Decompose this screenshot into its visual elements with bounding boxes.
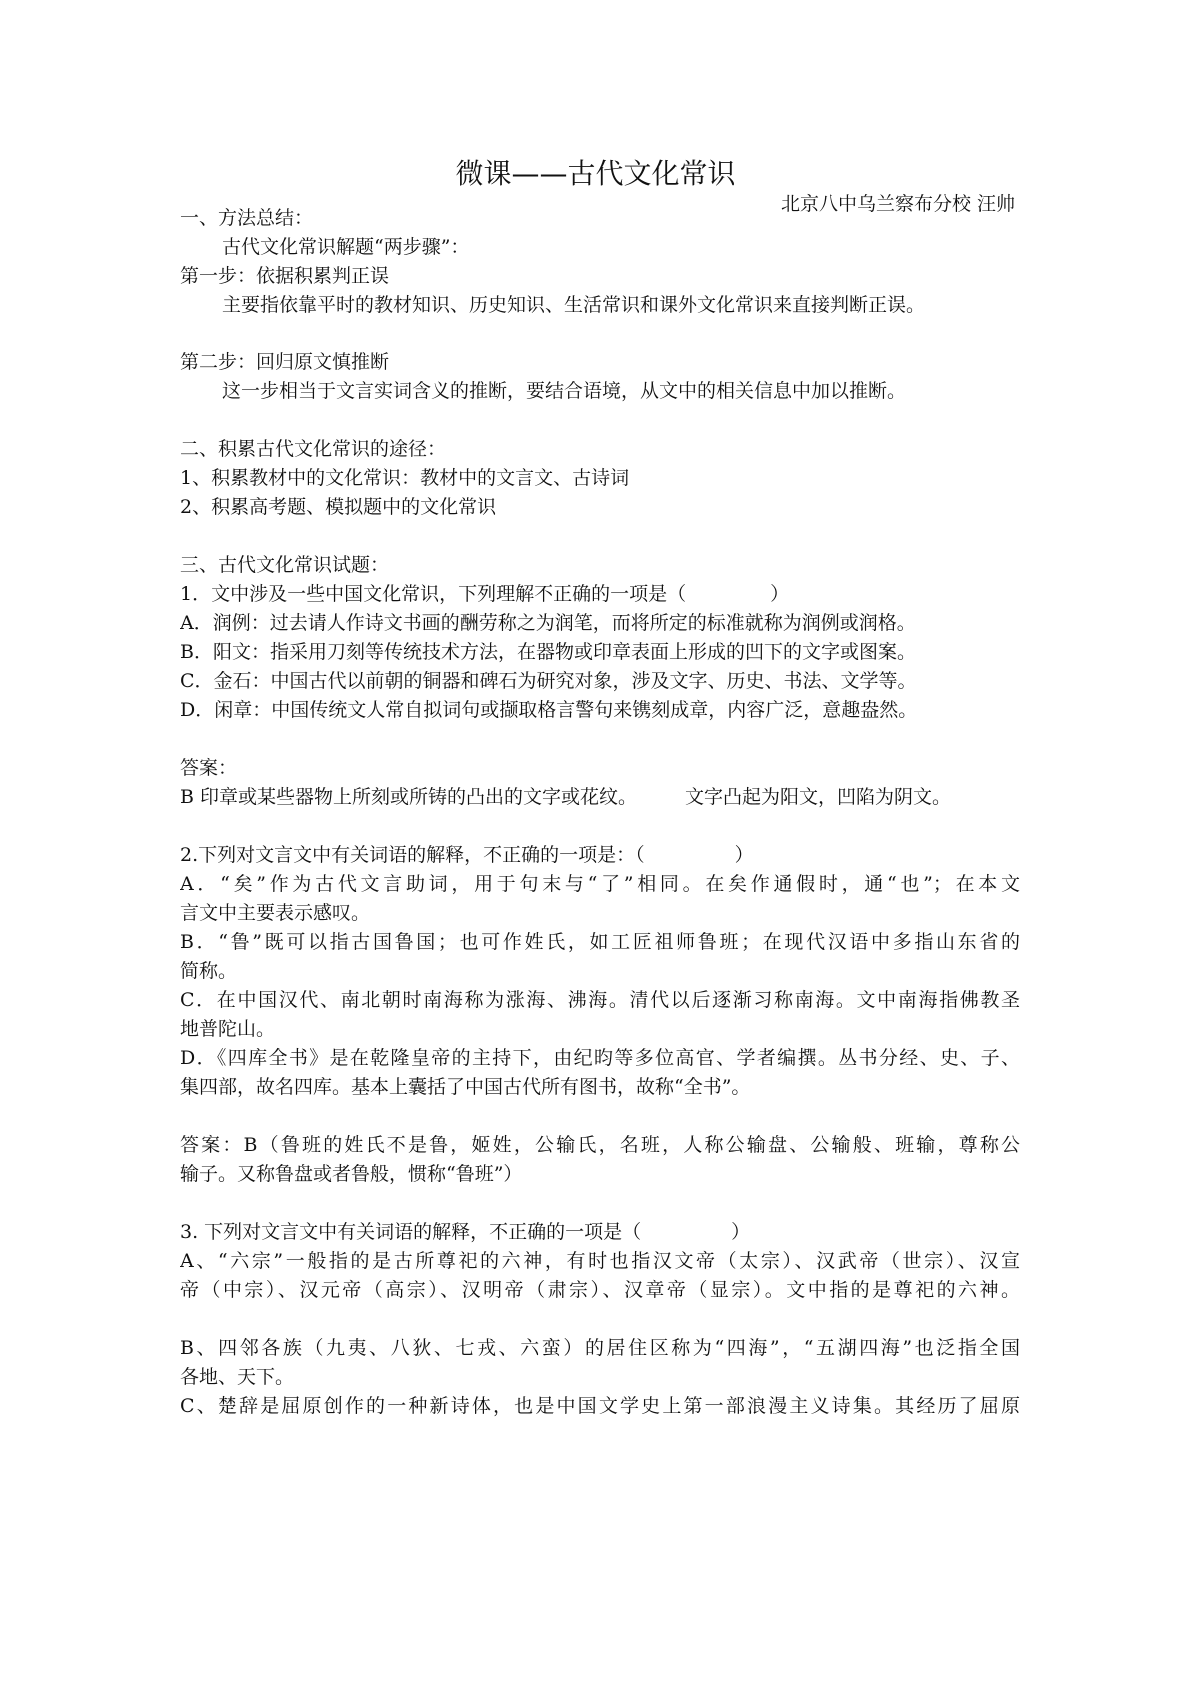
question-3-option-a-line-1: A、“六宗”一般指的是古所尊祀的六神，有时也指汉文帝（太宗）、汉武帝（世宗）、汉宣 [180,1250,1020,1272]
question-2-stem-text: 2.下列对文言文中有关词语的解释，不正确的一项是：（ [180,844,645,866]
question-3-stem-close: ） [731,1221,751,1243]
question-2-option-a-line-1: A．“矣”作为古代文言助词，用于句末与“了”相同。在矣作通假时，通“也”；在本文 [180,873,1020,895]
question-3-option-b-line-1: B、四邻各族（九夷、八狄、七戎、六蛮）的居住区称为“四海”，“五湖四海”也泛指全国 [180,1337,1020,1359]
question-2-option-c-line-2: 地普陀山。 [180,1018,276,1040]
question-1-answer-label: 答案： [180,757,238,779]
section-3-heading: 三、古代文化常识试题： [180,554,390,576]
question-1-answer-note: 文字凸起为阳文，凹陷为阴文。 [685,786,952,808]
question-3-stem-text: 3. 下列对文言文中有关词语的解释，不正确的一项是（ [180,1221,642,1243]
question-1-answer-text: B 印章或某些器物上所刻或所铸的凸出的文字或花纹。 [180,786,638,808]
section-1-heading: 一、方法总结： [180,207,314,229]
question-2-option-a-line-2: 言文中主要表示感叹。 [180,902,371,924]
step-2-title: 第二步：回归原文慎推断 [180,351,390,373]
question-1-option-b: B．阳文：指采用刀刻等传统技术方法，在器物或印章表面上形成的凹下的文字或图案。 [180,641,916,663]
question-2-stem [180,841,1020,869]
question-2-option-c-line-1: C．在中国汉代、南北朝时南海称为涨海、沸海。清代以后逐渐习称南海。文中南海指佛教圣 [180,989,1020,1011]
question-3-option-c-line-1: C、楚辞是屈原创作的一种新诗体，也是中国文学史上第一部浪漫主义诗集。其经历了屈原 [180,1395,1020,1417]
step-1-title: 第一步：依据积累判正误 [180,265,390,287]
question-3-option-a-line-2: 帝（中宗）、汉元帝（高宗）、汉明帝（肃宗）、汉章帝（显宗）。文中指的是尊祀的六神。 [180,1279,1020,1301]
page-title: 微课——古代文化常识 [455,157,736,190]
question-1-stem [180,580,1020,608]
question-3-stem [180,1218,1020,1246]
question-3-option-b-line-2: 各地、天下。 [180,1366,295,1388]
author-line: 北京八中乌兰察布分校 汪帅 [780,193,1015,215]
step-2-text: 这一步相当于文言实词含义的推断，要结合语境，从文中的相关信息中加以推断。 [222,380,907,402]
question-2-option-d-line-1: D．《四库全书》是在乾隆皇帝的主持下，由纪昀等多位高官、学者编撰。丛书分经、史、子、 [180,1047,1020,1069]
section-2-item-2: 2、积累高考题、模拟题中的文化常识 [180,496,497,518]
question-1-option-c: C．金石：中国古代以前朝的铜器和碑石为研究对象，涉及文字、历史、书法、文学等。 [180,670,917,692]
question-2-option-b-line-2: 简称。 [180,960,238,982]
section-2-heading: 二、积累古代文化常识的途径： [180,438,447,460]
question-2-answer-line-2: 输子。又称鲁盘或者鲁般，惯称“鲁班”） [180,1163,523,1185]
section-1-intro: 古代文化常识解题“两步骤”： [222,236,470,258]
question-1-stem-close: ） [770,583,790,605]
question-1-option-d: D．闲章：中国传统文人常自拟词句或撷取格言警句来镌刻成章，内容广泛，意趣盎然。 [180,699,918,721]
section-2-item-1: 1、积累教材中的文化常识：教材中的文言文、古诗词 [180,467,630,489]
question-1-stem-text: 1．文中涉及一些中国文化常识，下列理解不正确的一项是（ [180,583,687,605]
question-2-option-b-line-1: B．“鲁”既可以指古国鲁国；也可作姓氏，如工匠祖师鲁班；在现代汉语中多指山东省的 [180,931,1020,953]
question-2-option-d-line-2: 集四部，故名四库。基本上囊括了中国古代所有图书，故称“全书”。 [180,1076,751,1098]
question-1-option-a: A．润例：过去请人作诗文书画的酬劳称之为润笔，而将所定的标准就称为润例或润格。 [180,612,916,634]
question-2-stem-close: ） [734,844,754,866]
question-2-answer-line-1: 答案：B（鲁班的姓氏不是鲁，姬姓，公输氏，名班，人称公输盘、公输般、班输，尊称公 [180,1134,1020,1156]
step-1-text: 主要指依靠平时的教材知识、历史知识、生活常识和课外文化常识来直接判断正误。 [222,294,926,316]
question-1-answer [180,783,1020,811]
